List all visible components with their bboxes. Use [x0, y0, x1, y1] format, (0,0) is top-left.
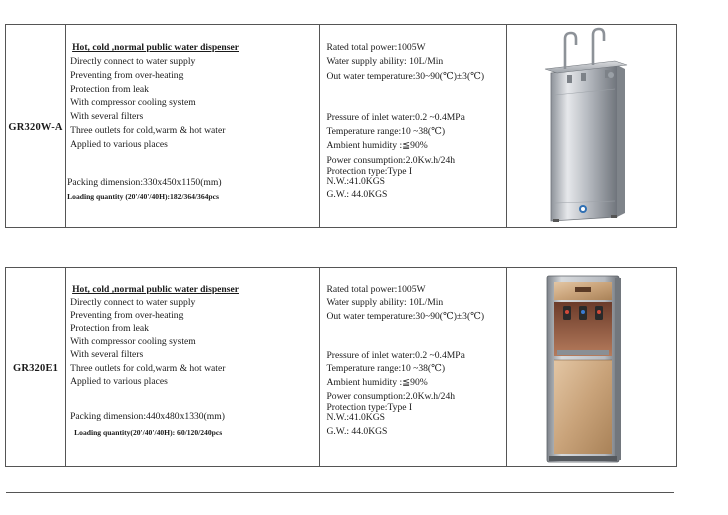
loading-quantity: Loading quantity(20'/40'/40H): 60/120/240pcs	[74, 428, 223, 437]
spec-power: Rated total power:1005W	[326, 284, 426, 295]
feature-item: Directly connect to water supply	[70, 56, 196, 67]
feature-item: Applied to various places	[70, 376, 168, 387]
spec-humidity: Ambient humidity :≦90%	[326, 140, 428, 151]
specs-cell	[320, 25, 506, 228]
spec-gw: G.W.: 44.0KGS	[326, 426, 388, 437]
features-cell	[66, 268, 320, 467]
loading-quantity: Loading quantity (20'/40'/40H):182/364/364pcs	[67, 192, 219, 201]
packing-dimension: Packing dimension:330x450x1150(mm)	[67, 177, 222, 188]
gold-dispenser-image	[507, 268, 677, 466]
product-title: Hot, cold ,normal public water dispenser	[72, 284, 239, 295]
feature-item: Three outlets for cold,warm & hot water	[70, 125, 226, 136]
feature-item: With compressor cooling system	[70, 336, 196, 347]
spec-gw: G.W.: 44.0KGS	[326, 189, 388, 200]
feature-item: Protection from leak	[70, 323, 149, 334]
product-image-cell	[506, 268, 676, 467]
feature-item: Three outlets for cold,warm & hot water	[70, 363, 226, 374]
feature-item: Applied to various places	[70, 139, 168, 150]
spec-temp-range: Temperature range:10 ~38(℃)	[326, 363, 446, 374]
features-cell	[66, 25, 320, 228]
spec-nw: N.W.:41.0KGS	[326, 412, 385, 423]
bottom-divider	[6, 492, 674, 493]
feature-item: Preventing from over-heating	[70, 310, 184, 321]
model-cell	[6, 268, 66, 467]
spec-out-temp: Out water temperature:30~90(℃)±3(℃)	[326, 71, 485, 82]
spec-pressure: Pressure of inlet water:0.2 ~0.4MPa	[326, 350, 465, 361]
product-table-1	[5, 24, 677, 228]
spec-protection: Protection type:Type I	[326, 402, 413, 413]
product-title: Hot, cold ,normal public water dispenser	[72, 42, 239, 53]
spec-consumption: Power consumption:2.0Kw.h/24h	[326, 391, 456, 402]
feature-item: Preventing from over-heating	[70, 70, 184, 81]
model-name: GR320E1	[12, 363, 59, 374]
spec-consumption: Power consumption:2.0Kw.h/24h	[326, 155, 456, 166]
spec-power: Rated total power:1005W	[326, 42, 426, 53]
model-name: GR320W-A	[8, 122, 63, 133]
feature-item: With several filters	[70, 111, 144, 122]
feature-item: Directly connect to water supply	[70, 297, 196, 308]
specs-cell	[320, 268, 506, 467]
spec-supply: Water supply ability: 10L/Min	[326, 56, 444, 67]
silver-dispenser-image	[507, 25, 677, 227]
spec-supply: Water supply ability: 10L/Min	[326, 297, 444, 308]
spec-pressure: Pressure of inlet water:0.2 ~0.4MPa	[326, 112, 465, 123]
product-table-2	[5, 267, 677, 467]
packing-dimension: Packing dimension:440x480x1330(mm)	[70, 411, 225, 422]
model-cell	[6, 25, 66, 228]
spec-protection: Protection type:Type I	[326, 166, 413, 177]
spec-out-temp: Out water temperature:30~90(℃)±3(℃)	[326, 311, 485, 322]
feature-item: With several filters	[70, 349, 144, 360]
spec-temp-range: Temperature range:10 ~38(℃)	[326, 126, 446, 137]
product-image-cell	[506, 25, 676, 228]
feature-item: Protection from leak	[70, 84, 149, 95]
feature-item: With compressor cooling system	[70, 97, 196, 108]
spec-nw: N.W.:41.0KGS	[326, 176, 385, 187]
spec-humidity: Ambient humidity :≦90%	[326, 377, 428, 388]
